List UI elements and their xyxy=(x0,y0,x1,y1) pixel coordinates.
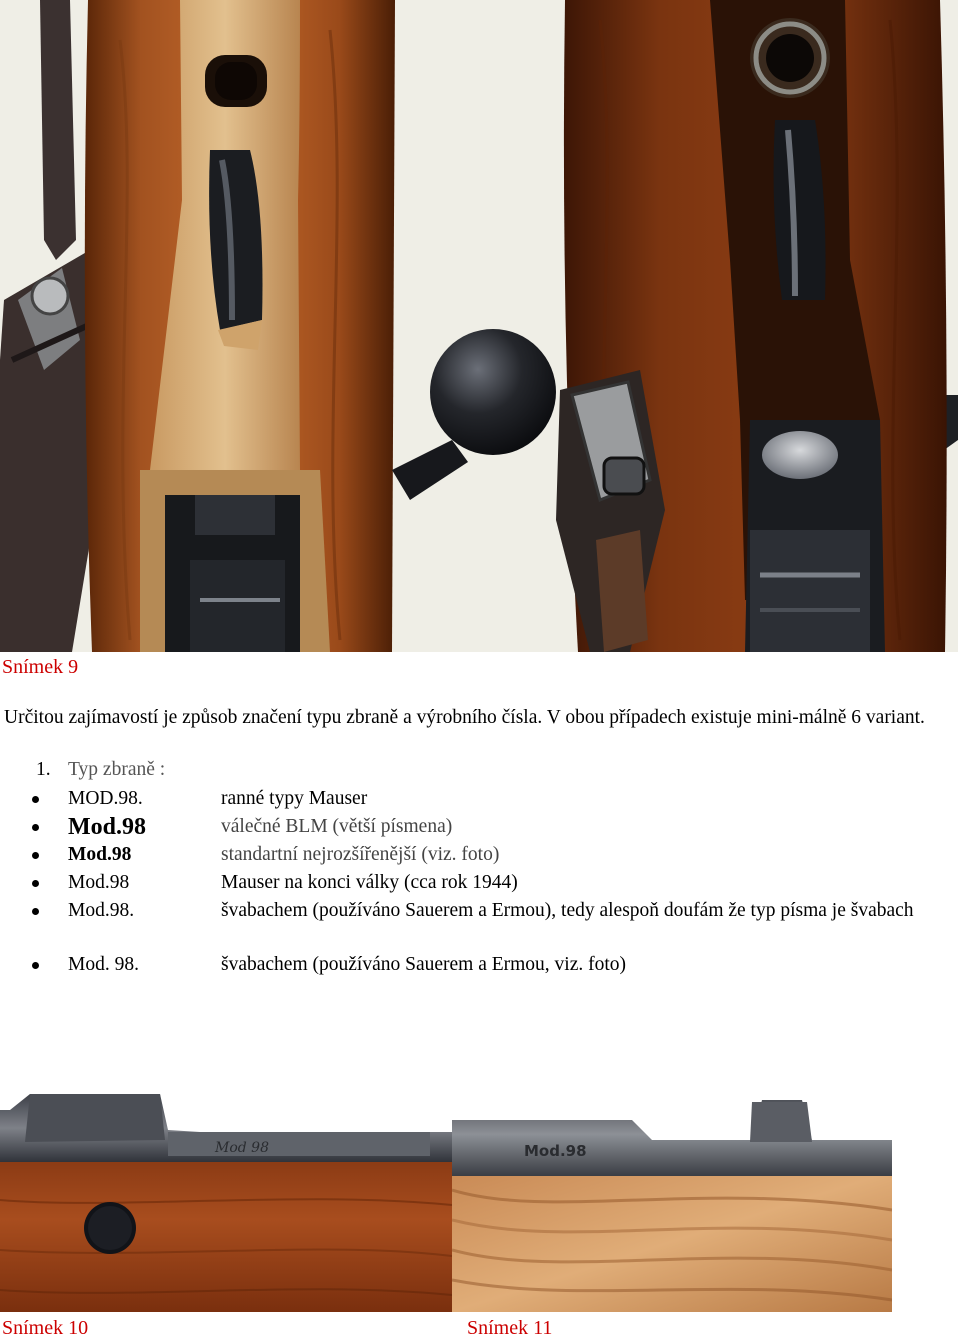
list-item xyxy=(0,869,960,897)
variant-mark: Mod.98. xyxy=(68,900,135,921)
stamp-text: Mod.98 xyxy=(524,1142,587,1160)
variant-list xyxy=(0,785,960,979)
photo-snimek-11 xyxy=(452,1080,892,1312)
variant-mark: Mod.98 xyxy=(68,814,146,840)
bullet-icon xyxy=(32,908,39,915)
variant-description: Mauser na konci války (cca rok 1944) xyxy=(221,872,518,893)
list-item xyxy=(0,951,960,979)
variant-description: švabachem (používáno Sauerem a Ermou, viz. foto) xyxy=(221,954,627,975)
list-item xyxy=(0,841,960,869)
intro-paragraph: Určitou zajímavostí je způsob značení typu zbraně a výrobního čísla. V obou případech existuje mini-málně 6 variant. xyxy=(4,707,925,728)
list-item xyxy=(0,897,960,951)
bullet-icon xyxy=(32,852,39,859)
variant-description: válečné BLM (větší písmena) xyxy=(221,816,453,837)
section-title: Typ zbraně : xyxy=(68,759,166,780)
stamp-text: Mod 98 xyxy=(215,1140,269,1156)
bullet-icon xyxy=(32,796,39,803)
list-item xyxy=(0,813,960,841)
bullet-icon xyxy=(32,824,39,831)
bullet-icon xyxy=(32,962,39,969)
variant-description: švabachem (používáno Sauerem a Ermou), tedy alespoň doufám že typ písma je švabach xyxy=(221,900,914,921)
variant-mark: Mod. 98. xyxy=(68,954,139,975)
variant-mark: MOD.98. xyxy=(68,788,143,809)
variant-description: standartní nejrozšířenější (viz. foto) xyxy=(221,844,500,865)
variant-mark: Mod.98 xyxy=(68,844,132,865)
caption-snimek-11: Snímek 11 xyxy=(467,1317,553,1339)
variant-description: ranné typy Mauser xyxy=(221,788,368,809)
variant-mark: Mod.98 xyxy=(68,872,130,893)
list-item xyxy=(0,785,960,813)
photo-snimek-9 xyxy=(0,0,958,652)
caption-snimek-9: Snímek 9 xyxy=(2,656,79,678)
section-number: 1. xyxy=(36,759,51,780)
section-heading xyxy=(36,759,165,781)
photo-snimek-10 xyxy=(0,1080,452,1312)
bullet-icon xyxy=(32,880,39,887)
caption-snimek-10: Snímek 10 xyxy=(2,1317,89,1339)
